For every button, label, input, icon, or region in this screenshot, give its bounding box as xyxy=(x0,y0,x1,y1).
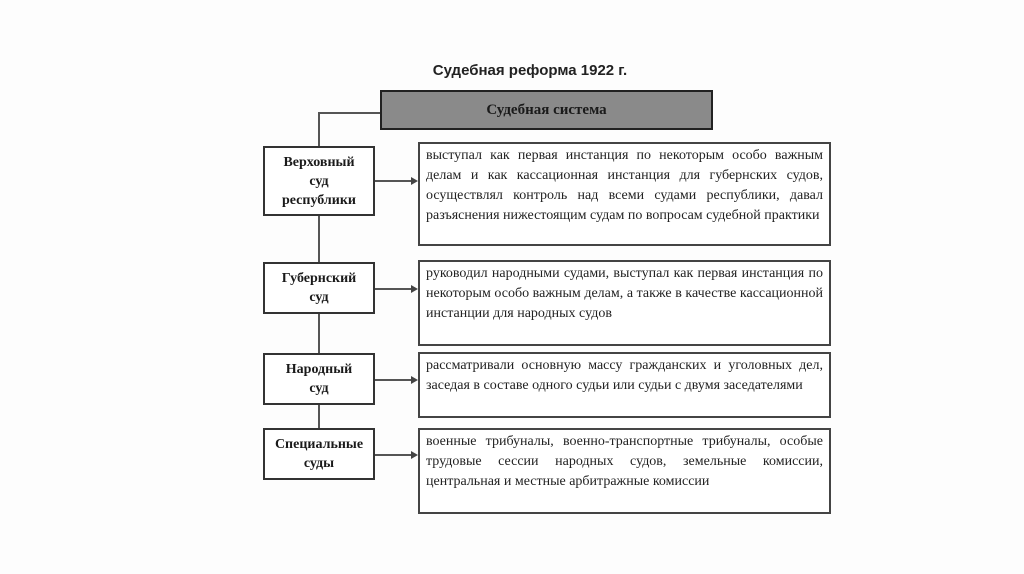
description-text-peoples: рассматривали основную массу гражданских и уголовных дел, заседая в составе одного судьи или судьи с двумя заседателями xyxy=(426,358,823,393)
connector-special xyxy=(375,454,411,456)
description-text-provincial: руководил народными судами, выступал как первая инстанция по некоторым особо важным делам, а также в качестве кассационной инстанции для народных судов xyxy=(426,266,823,321)
court-box-provincial xyxy=(263,262,375,314)
connector-provincial xyxy=(375,288,411,290)
court-name-supreme: Верховный суд республики xyxy=(282,154,356,208)
arrow-special xyxy=(411,451,418,459)
arrow-peoples xyxy=(411,376,418,384)
court-box-supreme xyxy=(263,146,375,216)
judicial-system-label: Судебная система xyxy=(486,101,607,118)
judicial-system-box xyxy=(380,90,713,130)
description-supreme xyxy=(418,142,831,246)
court-box-peoples xyxy=(263,353,375,405)
description-text-special: военные трибуналы, военно-транспортные трибуналы, особые трудовые сессии народных судов, земельные комиссии, центральная и местные арбитражные комиссии xyxy=(426,434,823,489)
court-box-special xyxy=(263,428,375,480)
trunk-top-line xyxy=(318,112,380,114)
connector-peoples xyxy=(375,379,411,381)
arrow-provincial xyxy=(411,285,418,293)
court-name-special: Специальные суды xyxy=(274,437,364,471)
description-peoples xyxy=(418,352,831,418)
arrow-supreme xyxy=(411,177,418,185)
description-provincial xyxy=(418,260,831,346)
court-name-peoples: Народный суд xyxy=(285,362,353,396)
description-special xyxy=(418,428,831,514)
diagram-title: Судебная реформа 1922 г. xyxy=(432,62,628,79)
court-name-provincial: Губернский суд xyxy=(281,271,357,305)
description-text-supreme: выступал как первая инстанция по некоторым особо важным делам и как кассационная инстанция для губернских судов, осуществлял контроль над всеми судами республики, давал разъяснения нижестоящим судам по вопросам судебной практики xyxy=(426,148,823,223)
connector-supreme xyxy=(375,180,411,182)
